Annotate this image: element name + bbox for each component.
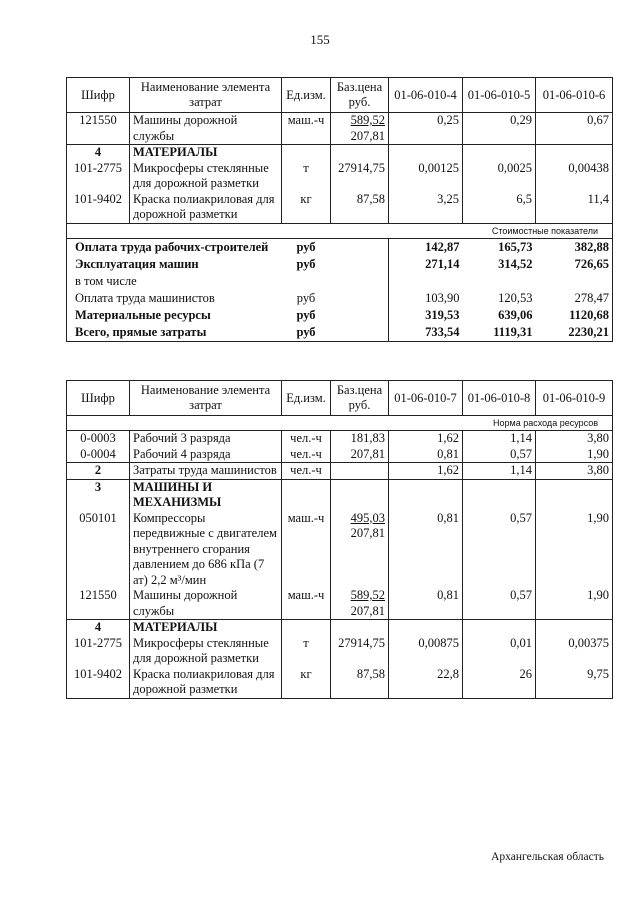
- summary-label: Материальные ресурсы: [67, 307, 282, 324]
- unit-cell: т: [282, 161, 331, 192]
- price-cell: 27914,75: [331, 161, 389, 192]
- name-cell: Краска полиакриловая для дорожной разметки: [130, 667, 282, 699]
- code-cell: 101-9402: [67, 192, 130, 224]
- summary-row: [67, 324, 613, 342]
- summary-value-2: 639,06: [498, 307, 533, 322]
- code-cell: 101-2775: [67, 161, 130, 192]
- unit-cell: маш.-ч: [282, 588, 331, 620]
- summary-value-2: 314,52: [498, 256, 533, 271]
- value-cell-3: 0,67: [536, 113, 613, 145]
- unit-cell: [282, 145, 331, 161]
- summary-price: [331, 273, 389, 290]
- value-cell-3: 0,00438: [536, 161, 613, 192]
- col-v1: 01-06-010-7: [389, 381, 463, 416]
- summary-value-3: 1120,68: [536, 307, 613, 324]
- value-cell-3: 11,4: [536, 192, 613, 224]
- value-cell-1: 0,00875: [389, 636, 463, 667]
- value-cell-3: [536, 479, 613, 511]
- table-row: [67, 479, 613, 511]
- value-cell-1: 0,81: [389, 447, 463, 463]
- col-name: Наименование элемента затрат: [130, 381, 282, 416]
- col-v1: 01-06-010-4: [389, 78, 463, 113]
- code-cell: 4: [67, 620, 130, 636]
- code-cell: 0-0003: [67, 431, 130, 447]
- value-cell-3: [536, 145, 613, 161]
- price-value: 589,52: [350, 588, 385, 602]
- name-cell: Микросферы стеклянные для дорожной разметки: [130, 636, 282, 667]
- summary-row: [67, 307, 613, 324]
- table-row: [67, 447, 613, 463]
- unit-cell: т: [282, 636, 331, 667]
- price-cell: [331, 113, 389, 145]
- table-row: [67, 192, 613, 224]
- table-row: [67, 113, 613, 145]
- summary-label: Всего, прямые затраты: [67, 324, 282, 342]
- summary-value-1: 271,14: [389, 256, 463, 273]
- summary-value-2: 1119,31: [463, 324, 536, 342]
- value-cell-1: [389, 145, 463, 161]
- summary-row: [67, 256, 613, 273]
- value-cell-1: 1,62: [389, 463, 463, 480]
- price-cell: [331, 511, 389, 589]
- summary-value-2: [463, 273, 536, 290]
- summary-price: [331, 256, 389, 273]
- name-cell: Компрессоры передвижные с двигателем внутреннего сгорания давлением до 686 кПа (7 ат) 2,2 м³/мин: [130, 511, 282, 589]
- value-cell-2: 26: [463, 667, 536, 699]
- summary-value-3: 278,47: [536, 290, 613, 307]
- summary-value-2: 120,53: [498, 290, 533, 305]
- summary-unit: руб: [296, 239, 316, 254]
- value-cell-2: 0,01: [463, 636, 536, 667]
- unit-cell: [282, 620, 331, 636]
- name-cell: Машины дорожной службы: [130, 588, 282, 620]
- value-cell-1: 0,81: [389, 588, 463, 620]
- unit-cell: маш.-ч: [282, 511, 331, 589]
- summary-row: [67, 238, 613, 256]
- unit-cell: чел.-ч: [282, 447, 331, 463]
- name-cell: Машины дорожной службы: [130, 113, 282, 145]
- resource-table-2: [66, 380, 613, 699]
- code-cell: 121550: [67, 588, 130, 620]
- price-cell: [331, 145, 389, 161]
- name-cell: Микросферы стеклянные для дорожной разметки: [130, 161, 282, 192]
- price-secondary: 207,81: [350, 526, 385, 540]
- col-v2: 01-06-010-5: [463, 78, 536, 113]
- price-secondary: 207,81: [350, 603, 385, 618]
- summary-price: [331, 324, 389, 342]
- summary-value-3: 2230,21: [536, 324, 613, 342]
- name-cell: Краска полиакриловая для дорожной разметки: [130, 192, 282, 224]
- value-cell-2: [463, 479, 536, 511]
- value-cell-1: 22,8: [389, 667, 463, 699]
- value-cell-2: [463, 145, 536, 161]
- summary-price: [331, 290, 389, 307]
- col-v3: 01-06-010-9: [536, 381, 613, 416]
- summary-value-3: 726,65: [536, 256, 613, 273]
- value-cell-3: 9,75: [536, 667, 613, 699]
- value-cell-2: 1,14: [463, 463, 536, 480]
- code-cell: 0-0004: [67, 447, 130, 463]
- col-v3: 01-06-010-6: [536, 78, 613, 113]
- code-cell: 050101: [67, 511, 130, 589]
- price-secondary: 207,81: [350, 128, 385, 143]
- col-price: Баз.цена руб.: [331, 78, 389, 113]
- table-row: [67, 511, 613, 589]
- summary-value-1: 733,54: [389, 324, 463, 342]
- unit-cell: чел.-ч: [282, 431, 331, 447]
- table-row: [67, 145, 613, 161]
- unit-cell: маш.-ч: [282, 113, 331, 145]
- col-v2: 01-06-010-8: [463, 381, 536, 416]
- value-cell-3: 1,90: [536, 588, 613, 620]
- value-cell-2: 6,5: [463, 192, 536, 224]
- summary-row: [67, 273, 613, 290]
- value-cell-1: [389, 620, 463, 636]
- resource-table-1: [66, 77, 613, 342]
- section-note: Норма расхода ресурсов: [67, 416, 613, 431]
- summary-value-1: 103,90: [389, 290, 463, 307]
- col-code: Шифр: [67, 78, 130, 113]
- summary-value-1: 142,87: [389, 238, 463, 256]
- col-unit: Ед.изм.: [282, 381, 331, 416]
- value-cell-2: 0,57: [463, 511, 536, 589]
- value-cell-1: 0,81: [389, 511, 463, 589]
- summary-value-3: [536, 273, 613, 290]
- price-cell: [331, 463, 389, 480]
- name-cell: Рабочий 4 разряда: [130, 447, 282, 463]
- value-cell-3: 3,80: [536, 431, 613, 447]
- code-cell: 121550: [67, 113, 130, 145]
- name-cell: Затраты труда машинистов: [130, 463, 282, 480]
- value-cell-2: 0,29: [463, 113, 536, 145]
- code-cell: 101-2775: [67, 636, 130, 667]
- value-cell-2: 0,57: [463, 588, 536, 620]
- unit-cell: кг: [282, 667, 331, 699]
- value-cell-3: 3,80: [536, 463, 613, 480]
- table-row: [67, 620, 613, 636]
- summary-unit: руб: [296, 256, 316, 271]
- name-cell: МАШИНЫ И МЕХАНИЗМЫ: [130, 479, 282, 511]
- table-row: [67, 667, 613, 699]
- code-cell: 2: [67, 463, 130, 480]
- value-cell-2: [463, 620, 536, 636]
- unit-cell: кг: [282, 192, 331, 224]
- summary-price: [331, 307, 389, 324]
- summary-price: [331, 238, 389, 256]
- code-cell: 101-9402: [67, 667, 130, 699]
- summary-label: Эксплуатация машин: [67, 256, 282, 273]
- summary-unit: руб: [282, 324, 331, 342]
- col-price: Баз.цена руб.: [331, 381, 389, 416]
- value-cell-1: 3,25: [389, 192, 463, 224]
- name-cell: МАТЕРИАЛЫ: [130, 145, 282, 161]
- summary-label: в том числе: [67, 273, 282, 290]
- page-number: 155: [310, 32, 330, 47]
- summary-unit: руб: [296, 290, 316, 305]
- price-cell: [331, 620, 389, 636]
- price-cell: [331, 479, 389, 511]
- header-row: [67, 381, 613, 416]
- summary-value-1: [389, 273, 463, 290]
- col-unit: Ед.изм.: [282, 78, 331, 113]
- unit-cell: чел.-ч: [282, 463, 331, 480]
- summary-label: Оплата труда рабочих-строителей: [67, 238, 282, 256]
- table-row: [67, 588, 613, 620]
- section-note-row: [67, 223, 613, 238]
- value-cell-2: 0,57: [463, 447, 536, 463]
- value-cell-3: 1,90: [536, 511, 613, 589]
- value-cell-3: 0,00375: [536, 636, 613, 667]
- table-row: [67, 161, 613, 192]
- price-cell: [331, 588, 389, 620]
- name-cell: МАТЕРИАЛЫ: [130, 620, 282, 636]
- value-cell-1: 1,62: [389, 431, 463, 447]
- col-name: Наименование элемента затрат: [130, 78, 282, 113]
- summary-value-1: 319,53: [389, 307, 463, 324]
- price-cell: 87,58: [331, 192, 389, 224]
- table-row: [67, 636, 613, 667]
- summary-row: [67, 290, 613, 307]
- value-cell-1: [389, 479, 463, 511]
- value-cell-3: [536, 620, 613, 636]
- price-cell: 207,81: [331, 447, 389, 463]
- price-cell: 27914,75: [331, 636, 389, 667]
- summary-value-3: 382,88: [536, 238, 613, 256]
- section-note-row: [67, 416, 613, 431]
- unit-cell: [282, 479, 331, 511]
- value-cell-1: 0,25: [389, 113, 463, 145]
- name-cell: Рабочий 3 разряда: [130, 431, 282, 447]
- code-cell: 3: [67, 479, 130, 511]
- price-cell: 181,83: [331, 431, 389, 447]
- summary-unit: руб: [296, 307, 316, 322]
- table-row: [67, 463, 613, 480]
- value-cell-3: 1,90: [536, 447, 613, 463]
- summary-unit: [282, 273, 331, 290]
- summary-label: Оплата труда машинистов: [67, 290, 282, 307]
- price-value: 589,52: [350, 113, 385, 127]
- region-footer: Архангельская область: [491, 851, 604, 863]
- header-row: [67, 78, 613, 113]
- code-cell: 4: [67, 145, 130, 161]
- value-cell-2: 1,14: [463, 431, 536, 447]
- col-code: Шифр: [67, 381, 130, 416]
- summary-value-2: 165,73: [498, 239, 533, 254]
- table-row: [67, 431, 613, 447]
- value-cell-1: 0,00125: [389, 161, 463, 192]
- value-cell-2: 0,0025: [463, 161, 536, 192]
- price-cell: 87,58: [331, 667, 389, 699]
- price-value: 495,03: [350, 510, 385, 525]
- section-note: Стоимостные показатели: [67, 223, 613, 238]
